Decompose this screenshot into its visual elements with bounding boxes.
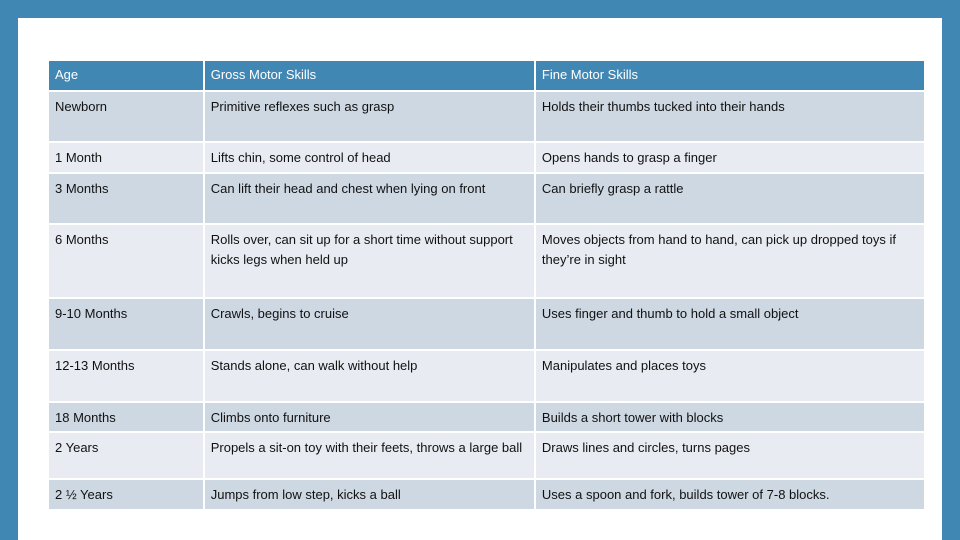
cell-age: 12-13 Months (48, 350, 204, 402)
table-row (48, 173, 925, 224)
cell-age: 18 Months (48, 402, 204, 432)
cell-gross: Crawls, begins to cruise (204, 298, 535, 350)
table-row (48, 479, 925, 510)
header-gross-motor: Gross Motor Skills (204, 60, 535, 91)
table-row (48, 402, 925, 432)
cell-age: 2 Years (48, 432, 204, 479)
table-row (48, 298, 925, 350)
cell-age: 9-10 Months (48, 298, 204, 350)
cell-age: 6 Months (48, 224, 204, 298)
table-row (48, 224, 925, 298)
table-row (48, 142, 925, 173)
cell-age: Newborn (48, 91, 204, 142)
motor-skills-table (47, 59, 926, 511)
cell-fine: Uses a spoon and fork, builds tower of 7-8 blocks. (535, 479, 925, 510)
cell-fine: Opens hands to grasp a finger (535, 142, 925, 173)
cell-gross: Can lift their head and chest when lying on front (204, 173, 535, 224)
cell-gross: Rolls over, can sit up for a short time without support kicks legs when held up (204, 224, 535, 298)
cell-gross: Propels a sit-on toy with their feets, throws a large ball (204, 432, 535, 479)
cell-gross: Jumps from low step, kicks a ball (204, 479, 535, 510)
header-fine-motor: Fine Motor Skills (535, 60, 925, 91)
cell-gross: Climbs onto furniture (204, 402, 535, 432)
cell-fine: Draws lines and circles, turns pages (535, 432, 925, 479)
table-header-row (48, 60, 925, 91)
table-row (48, 91, 925, 142)
cell-gross: Primitive reflexes such as grasp (204, 91, 535, 142)
cell-gross: Stands alone, can walk without help (204, 350, 535, 402)
cell-fine: Can briefly grasp a rattle (535, 173, 925, 224)
cell-fine: Manipulates and places toys (535, 350, 925, 402)
cell-fine: Uses finger and thumb to hold a small object (535, 298, 925, 350)
cell-fine: Holds their thumbs tucked into their hands (535, 91, 925, 142)
header-age: Age (48, 60, 204, 91)
table-row (48, 432, 925, 479)
cell-fine: Builds a short tower with blocks (535, 402, 925, 432)
cell-age: 1 Month (48, 142, 204, 173)
cell-gross: Lifts chin, some control of head (204, 142, 535, 173)
cell-age: 2 ½ Years (48, 479, 204, 510)
table-row (48, 350, 925, 402)
cell-age: 3 Months (48, 173, 204, 224)
cell-fine: Moves objects from hand to hand, can pick up dropped toys if they’re in sight (535, 224, 925, 298)
